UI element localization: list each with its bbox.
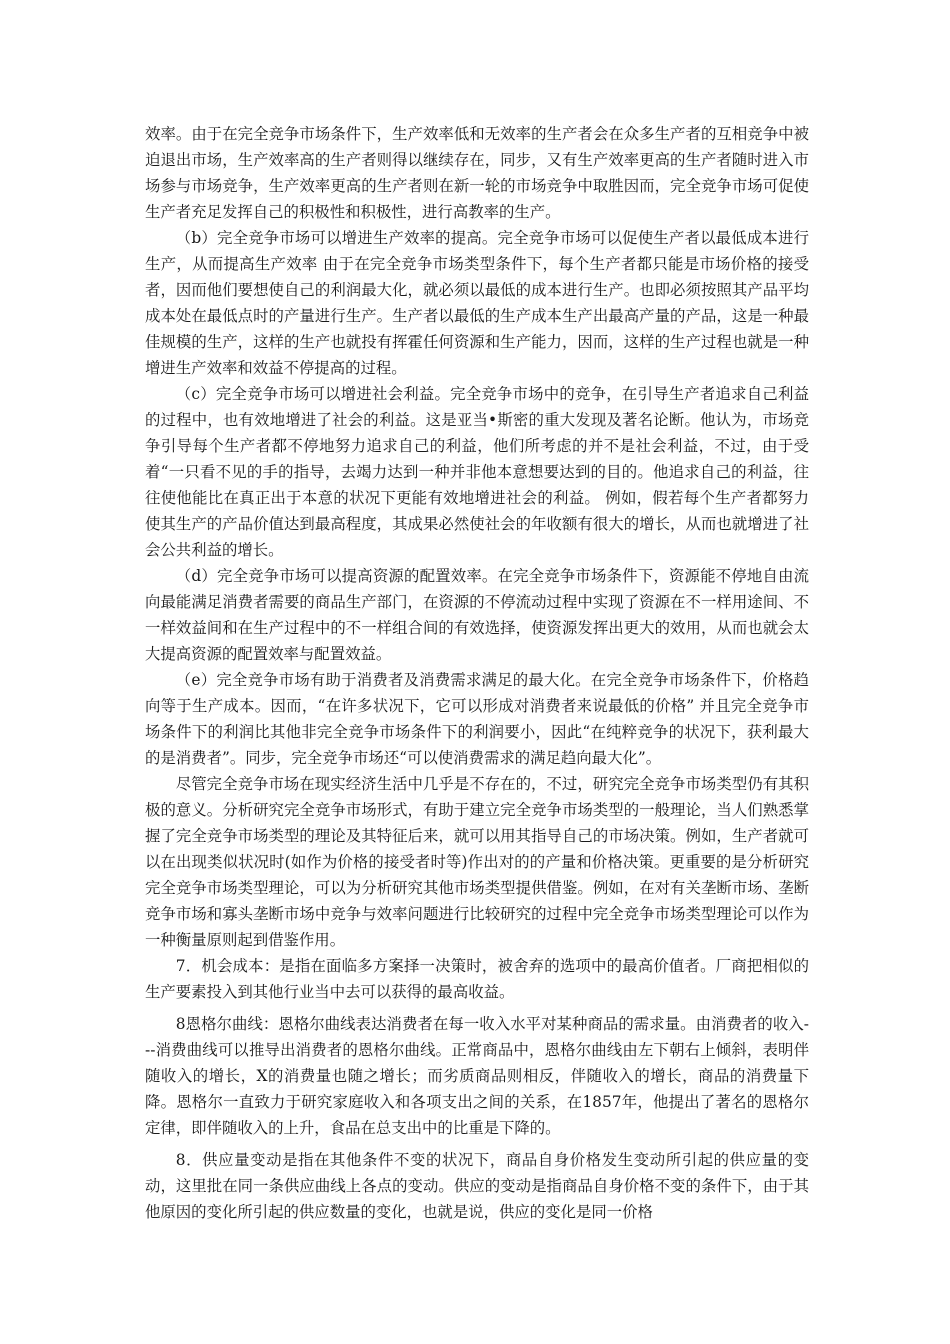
paragraph-engel-curve: 8恩格尔曲线：恩格尔曲线表达消费者在每一收入水平对某种商品的需求量。由消费者的收入---消费曲线可以推导出消费者的恩格尔曲线。正常商品中，恩格尔曲线由左下朝右上倾斜，表明伴随收入的增长，X的消费量也随之增长；而劣质商品则相反，伴随收入的增长，商品的消费量下降。恩格尔一直致力于研究家庭收入和各项支出之间的关系，在1857年，他提出了著名的恩格尔定律，即伴随收入的上升，食品在总支出中的比重是下降的。 — [145, 1015, 809, 1137]
paragraph-supply-change: 8．供应量变动是指在其他条件不变的状况下，商品自身价格发生变动所引起的供应量的变动，这里批在同一条供应曲线上各点的变动。供应的变动是指商品自身价格不变的条件下，由于其他原因的变化所引起的供应数量的变化，也就是说，供应的变化是同一价格 — [145, 1151, 809, 1221]
document-body — [145, 121, 809, 1225]
paragraph-c-social-benefit: （c）完全竞争市场可以增进社会利益。完全竞争市场中的竞争，在引导生产者追求自己利益的过程中，也有效地增进了社会的利益。这是亚当•斯密的重大发现及著名论断。他认为，市场竞争引导每个生产者都不停地努力追求自己的利益，他们所考虑的并不是社会利益，不过，由于受着“一只看不见的手的指导，去竭力达到一种并非他本意想要达到的目的。他追求自己的利益，往往使他能比在真正出于本意的状况下更能有效地增进社会的利益。 例如，假若每个生产者都努力使其生产的产品价值达到最高程度，其成果必然使社会的年收额有很大的增长，从而也就增进了社会公共利益的增长。 — [145, 385, 809, 559]
paragraph-efficiency-continuation: 效率。由于在完全竞争市场条件下，生产效率低和无效率的生产者会在众多生产者的互相竞争中被迫退出市场，生产效率高的生产者则得以继续存在，同步，又有生产效率更高的生产者随时进入市场参与市场竞争，生产效率更高的生产者则在新一轮的市场竞争中取胜因而，完全竞争市场可促使生产者充足发挥自己的积极性和积极性，进行高教率的生产。 — [145, 125, 809, 221]
paragraph-e-consumer-welfare: （e）完全竞争市场有助于消费者及消费需求满足的最大化。在完全竞争市场条件下，价格趋向等于生产成本。因而，“在许多状况下，它可以形成对消费者来说最低的价格” 并且完全竞争市场条件下的利润比其他非完全竞争市场条件下的利润要小，因此“在纯粹竞争的状况下，获利最大的是消费者”。同步，完全竞争市场还“可以使消费需求的满足趋向最大化”。 — [145, 671, 809, 767]
paragraph-significance: 尽管完全竞争市场在现实经济生活中几乎是不存在的，不过，研究完全竞争市场类型仍有其积极的意义。分析研究完全竞争市场形式，有助于建立完全竞争市场类型的一般理论，当人们熟悉掌握了完全竞争市场类型的理论及其特征后来，就可以用其指导自己的市场决策。例如，生产者就可以在出现类似状况时(如作为价格的接受者时等)作出对的的产量和价格决策。更重要的是分析研究完全竞争市场类型理论，可以为分析研究其他市场类型提供借鉴。例如，在对有关垄断市场、垄断竞争市场和寡头垄断市场中竞争与效率问题进行比较研究的过程中完全竞争市场类型理论可以作为一种衡量原则起到借鉴作用。 — [145, 775, 809, 949]
paragraph-d-resource-allocation: （d）完全竞争市场可以提高资源的配置效率。在完全竞争市场条件下，资源能不停地自由流向最能满足消费者需要的商品生产部门，在资源的不停流动过程中实现了资源在不一样用途间、不一样效益间和在生产过程中的不一样组合间的有效选择，使资源发挥出更大的效用，从而也就会太大提高资源的配置效率与配置效益。 — [145, 567, 809, 663]
paragraph-opportunity-cost: 7．机会成本：是指在面临多方案择一决策时，被舍弃的选项中的最高价值者。厂商把相似的生产要素投入到其他行业当中去可以获得的最高收益。 — [145, 957, 809, 1001]
paragraph-b-production-efficiency: （b）完全竞争市场可以增进生产效率的提高。完全竞争市场可以促使生产者以最低成本进行生产，从而提高生产效率 由于在完全竞争市场类型条件下，每个生产者都只能是市场价格的接受者，因而他们要想使自己的利润最大化，就必须以最低的成本进行生产。也即必须按照其产品平均成本处在最低点时的产量进行生产。生产者以最低的生产成本生产出最高产量的产品，这是一种最佳规模的生产，这样的生产也就投有挥霍任何资源和生产能力，因而，这样的生产过程也就是一种增进生产效率和效益不停提高的过程。 — [145, 229, 809, 377]
